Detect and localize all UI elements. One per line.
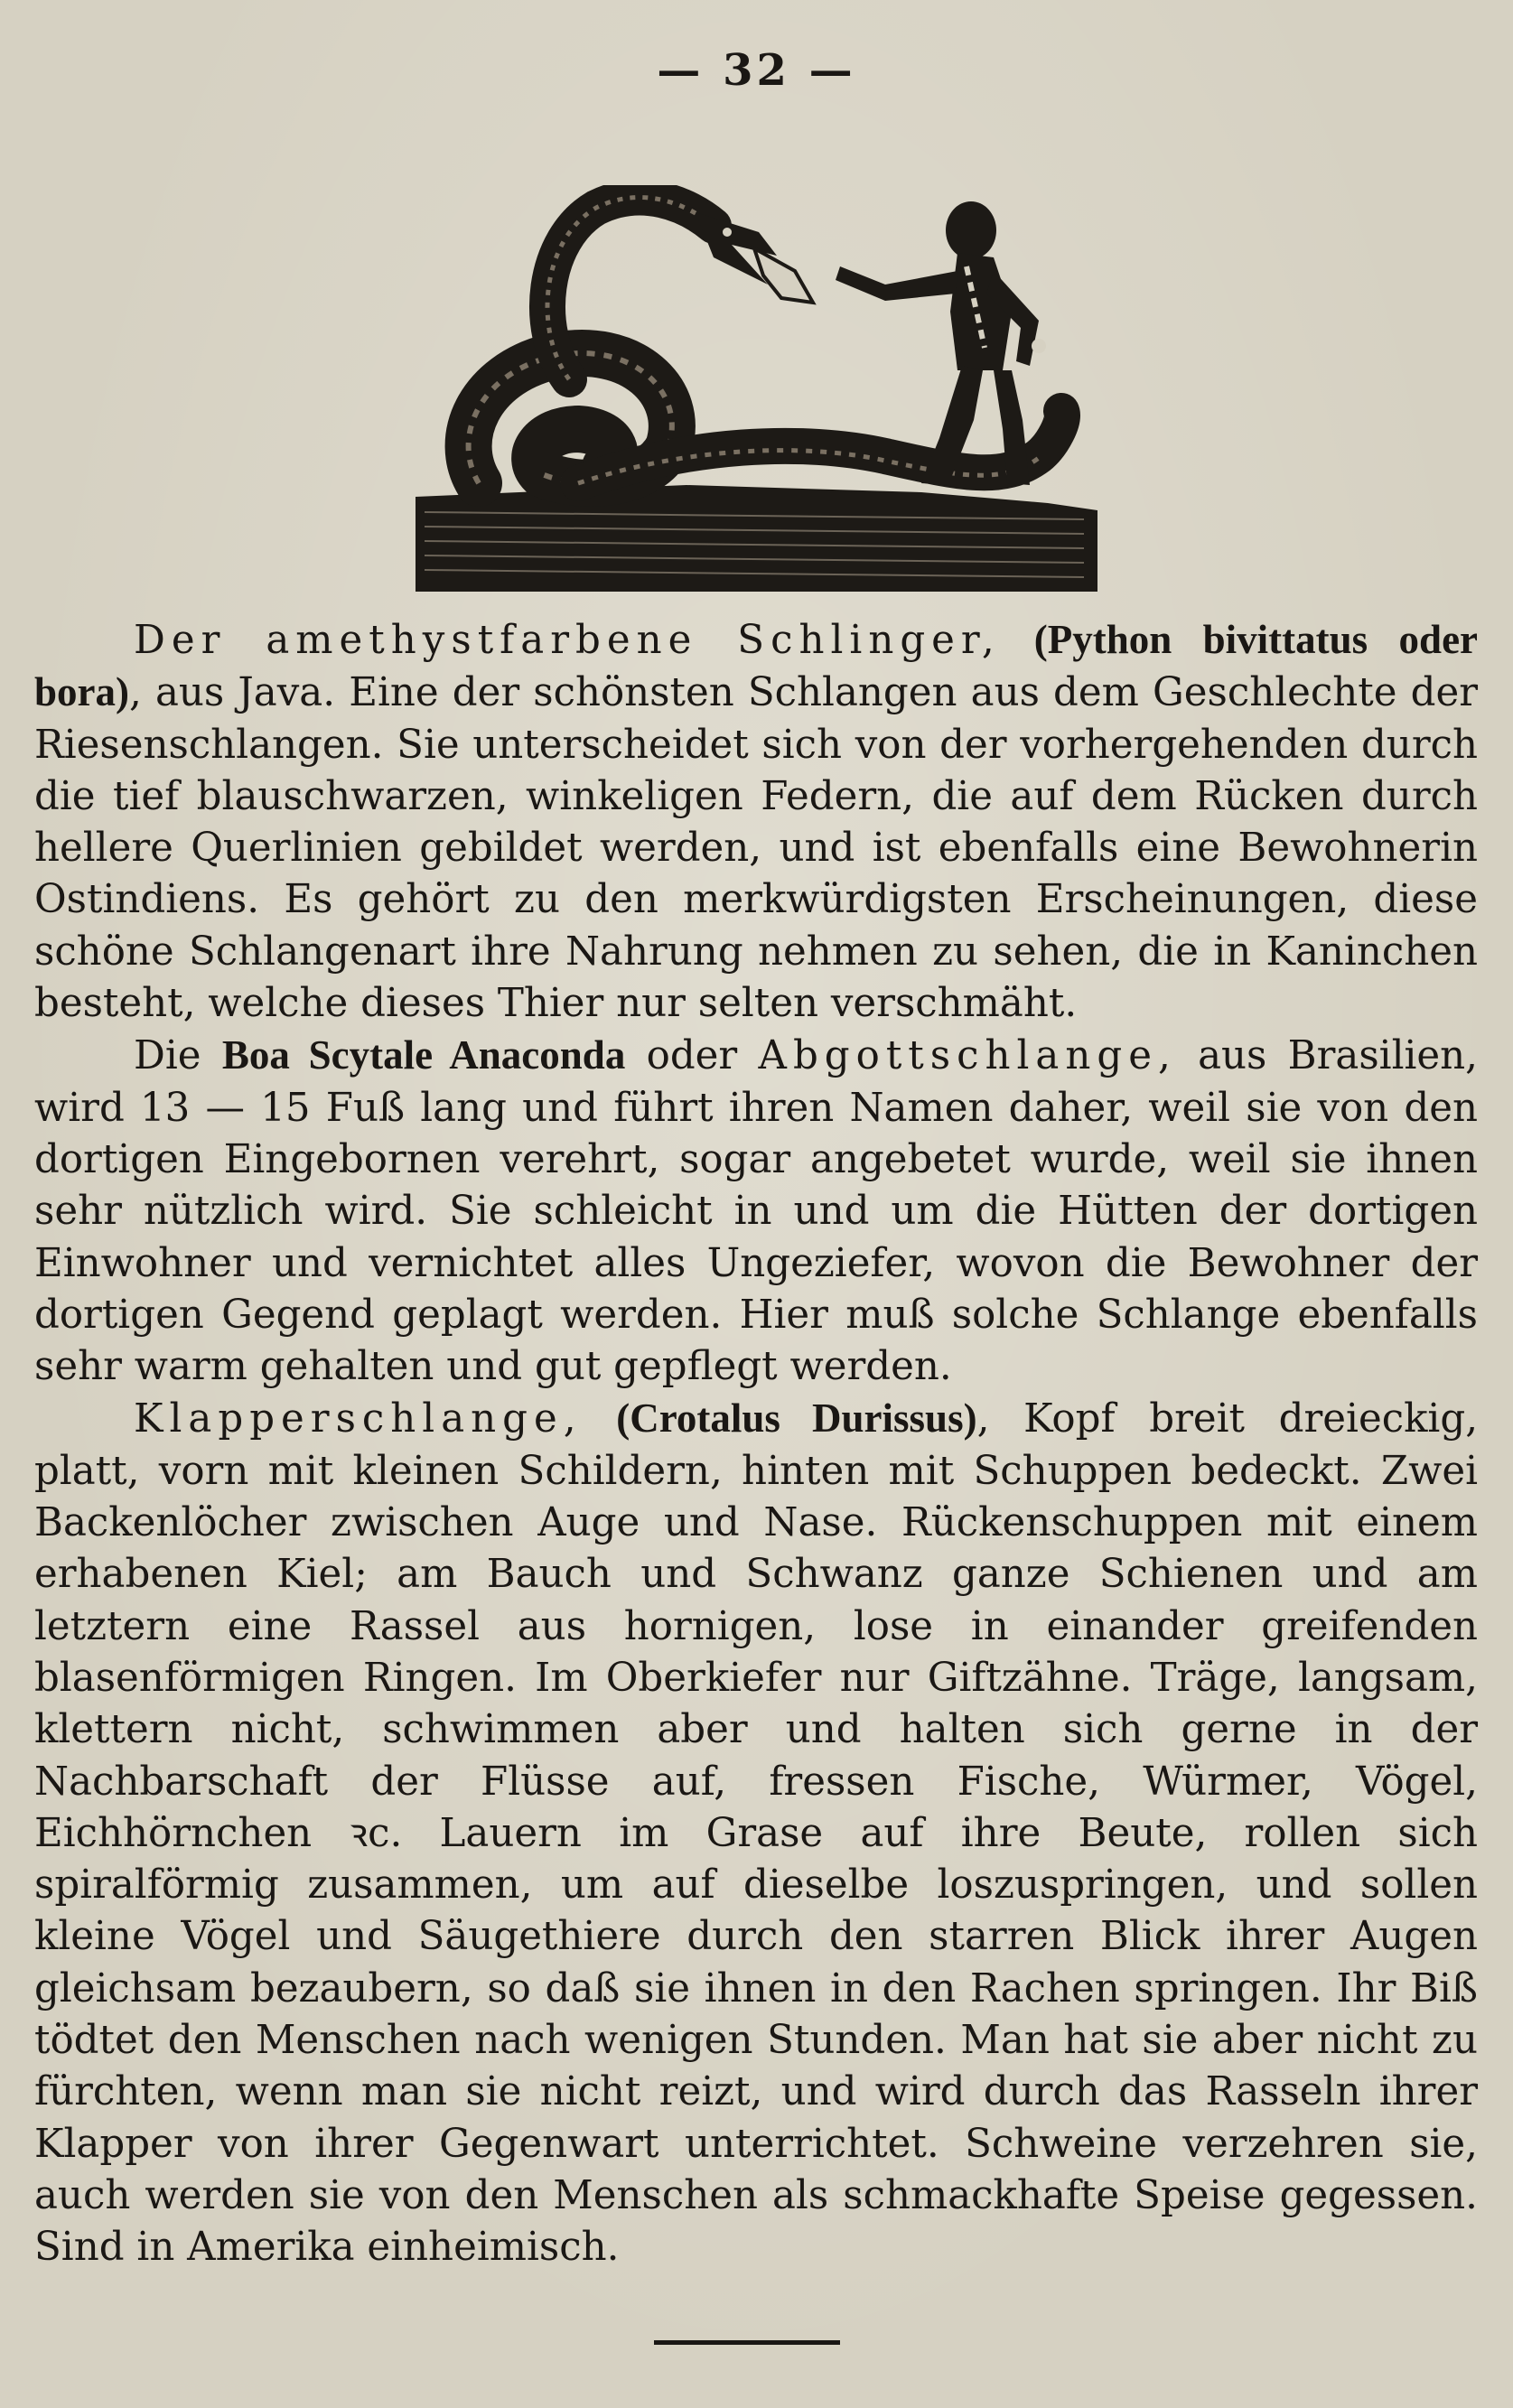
woodcut-python-and-man-icon <box>416 185 1097 592</box>
paragraph-body: , Kopf breit dreieckig, platt, vorn mit kleinen Schildern, hinten mit Schuppen bedeckt. Zwei Backenlöcher zwischen Auge und Nase. Rückenschuppen mit einem erhabenen Kiel; am Bauch und Schwanz ganze Schienen und am letztern eine Rassel aus hornigen, lose in einander greifenden blasenförmigen Ringen. Im Oberkiefer nur Giftzähne. Träge, langsam, klettern nicht, schwimmen aber und halten sich gerne in der Nachbarschaft der Flüsse auf, fressen Fische, Würmer, Vögel, Eichhörnchen ꝛc. Lauern im Grase auf ihre Beute, rollen sich spiralförmig zusammen, um auf dieselbe loszuspringen, und sollen kleine Vögel und Säugethiere durch den starren Blick ihrer Augen gleichsam bezaubern, so daß sie ihnen in den Rachen springen. Ihr Biß tödtet den Menschen nach wenigen Stunden. Man hat sie aber nicht zu fürchten, wenn man sie nicht reizt, und wird durch das Rasseln ihrer Klapper von ihrer Gegenwart unterrichtet. Schweine verzehren sie, auch werden sie von den Menschen als schmackhafte Speise gegessen. Sind in Amerika einheimisch. <box>34 1396 1479 2271</box>
latin-name-crotalus: (Crotalus Durissus) <box>616 1395 977 1442</box>
closing-rule <box>654 2340 840 2345</box>
paragraph-rattlesnake <box>34 1393 1478 2273</box>
species-name-amethyst-python: Der amethystfarbene Schlinger, <box>134 618 1001 663</box>
species-name-abgottschlange: Abgottschlange, <box>758 1033 1177 1079</box>
latin-name-boa: Boa Scytale Anaconda <box>221 1032 626 1078</box>
paragraph-boa-anaconda <box>34 1030 1478 1393</box>
paragraph-connector: oder <box>625 1033 759 1079</box>
page-number: — 32 — <box>657 45 856 96</box>
article-text <box>34 614 1478 2274</box>
paragraph-lead: Die <box>134 1033 222 1079</box>
paragraph-body: aus Brasilien, wird 13 — 15 Fuß lang und führt ihren Namen daher, weil sie von den dortigen Eingebornen verehrt, sogar angebetet wurde, weil sie ihnen sehr nützlich wird. Sie schleicht in und um die Hütten der dortigen Einwohner und vernichtet alles Ungeziefer, wovon die Bewohner der dortigen Gegend geplagt werden. Hier muß solche Schlange ebenfalls sehr warm gehalten und gut gepflegt werden. <box>34 1033 1479 1390</box>
paragraph-body: , aus Java. Eine der schönsten Schlangen aus dem Geschlechte der Riesenschlangen. Sie unterscheidet sich von der vorhergehenden durch die tief blauschwarzen, winkeligen Federn, die auf dem Rücken durch hellere Querlinien gebildet werden, und ist ebenfalls eine Bewohnerin Ostindiens. Es gehört zu den merkwürdigsten Erscheinungen, diese schöne Schlangenart ihre Nahrung nehmen zu sehen, die in Kaninchen besteht, welche dieses Thier nur selten verschmäht. <box>34 670 1478 1027</box>
latin-name-python: (Python bivittatus oder bora) <box>34 617 1479 715</box>
paragraph-amethyst-python <box>34 614 1478 1030</box>
species-name-klapperschlange: Klapperschlange, <box>134 1396 583 1442</box>
